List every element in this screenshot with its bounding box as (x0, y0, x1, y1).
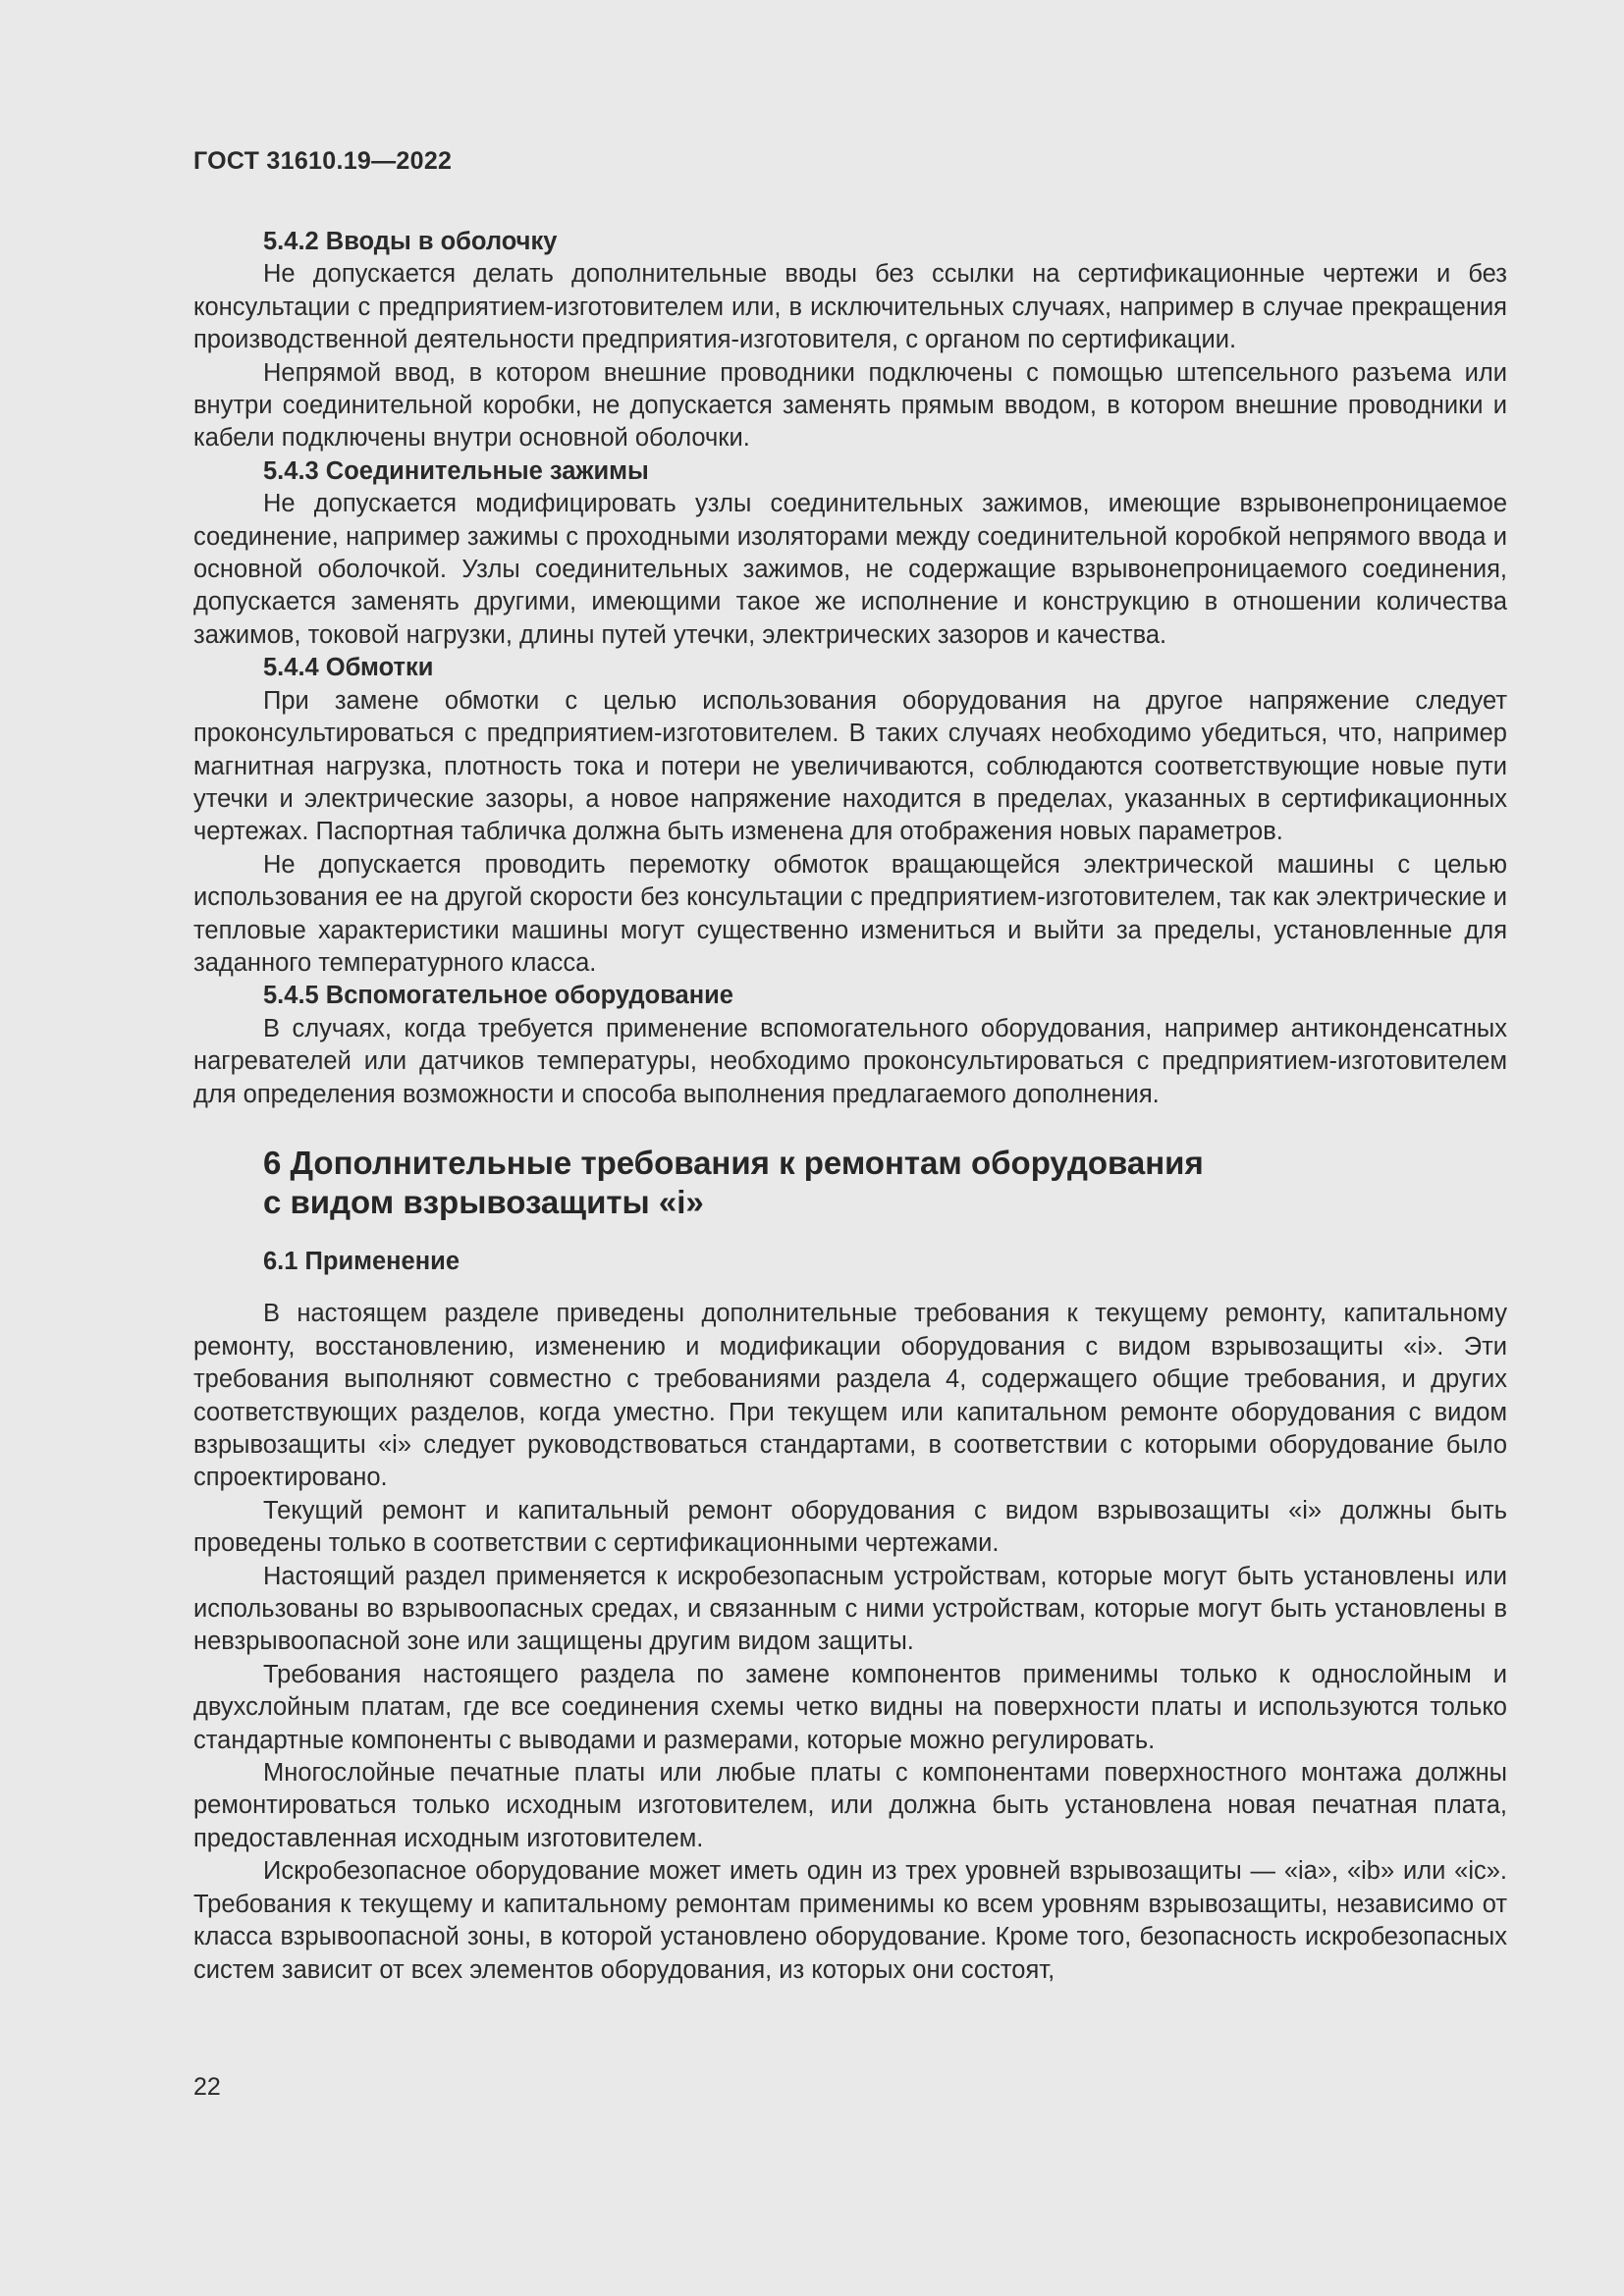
paragraph: Текущий ремонт и капитальный ремонт оборудования с видом взрывозащиты «i» должны быть проведены только в соответствии с сертификационными чертежами. (193, 1496, 1507, 1558)
section-heading-5-4-5: 5.4.5 Вспомогательное оборудование (263, 982, 733, 1010)
section-heading-5-4-4: 5.4.4 Обмотки (263, 654, 434, 682)
paragraph: Непрямой ввод, в котором внешние проводники подключены с помощью штепсельного разъема или внутри соединительной коробки, не допускается заменять прямым вводом, в котором внешние проводники и кабели подключены внутри основной оболочки. (193, 358, 1507, 453)
section-title-6 (193, 1144, 1507, 1222)
paragraph: При замене обмотки с целью использования оборудования на другое напряжение следует проконсультироваться с предприятием-изготовителем. В таких случаях необходимо убедиться, что, например магнитная нагрузка, плотность тока и потери не увеличиваются, соблюдаются соответствующие новые пути утечки и электрические зазоры, а новое напряжение находится в пределах, указанных в сертификационных чертежах. Паспортная табличка должна быть изменена для отображения новых параметров. (193, 686, 1507, 846)
paragraph: Не допускается проводить перемотку обмоток вращающейся электрической машины с целью использования ее на другой скорости без консультации с предприятием-изготовителем, так как электрические и тепловые характеристики машины могут существенно измениться и выйти за пределы, установленные для заданного температурного класса. (193, 850, 1507, 977)
section-heading-6-1: 6.1 Применение (263, 1247, 460, 1275)
section-heading-5-4-2: 5.4.2 Вводы в оболочку (263, 228, 558, 255)
document-body (193, 226, 1507, 1987)
page-number: 22 (193, 2073, 221, 2101)
section-title-line-2: с видом взрывозащиты «i» (263, 1183, 704, 1220)
paragraph: Искробезопасное оборудование может иметь один из трех уровней взрывозащиты — «ia», «ib» или «ic». Требования к текущему и капитальному ремонтам применимы ко всем уровням взрывозащиты, независимо от класса взрывоопасной зоны, в которой установлено оборудование. Кроме того, безопасность искробезопасных систем зависит от всех элементов оборудования, из которых они состоят, (193, 1857, 1507, 1984)
paragraph: Многослойные печатные платы или любые платы с компонентами поверхностного монтажа должны ремонтироваться только исходным изготовителем, или должна быть установлена новая печатная плата, предоставленная исходным изготовителем. (193, 1759, 1507, 1852)
paragraph: Не допускается делать дополнительные вводы без ссылки на сертификационные чертежи и без консультации с предприятием-изготовителем или, в исключительных случаях, например в случае прекращения производственной деятельности предприятия-изготовителя, с органом по сертификации. (193, 260, 1507, 354)
paragraph: Не допускается модифицировать узлы соединительных зажимов, имеющие взрывонепроницаемое соединение, например зажимы с проходными изоляторами между соединительной коробкой непрямого ввода и основной оболочкой. Узлы соединительных зажимов, не содержащие взрывонепроницаемого соединения, допускается заменять другими, имеющими такое же исполнение и конструкцию в отношении количества зажимов, токовой нагрузки, длины путей утечки, электрических зазоров и качества. (193, 490, 1507, 649)
section-heading-5-4-3: 5.4.3 Соединительные зажимы (263, 456, 649, 485)
document-header: ГОСТ 31610.19—2022 (193, 147, 453, 175)
paragraph: Требования настоящего раздела по замене компонентов применимы только к однослойным и двухслойным платам, где все соединения схемы четко видны на поверхности платы и используются только стандартные компоненты с выводами и размерами, которые можно регулировать. (193, 1660, 1507, 1754)
section-title-line-1: 6 Дополнительные требования к ремонтам оборудования (263, 1144, 1204, 1181)
paragraph: В настоящем разделе приведены дополнительные требования к текущему ремонту, капитальному ремонту, восстановлению, изменению и модификации оборудования с видом взрывозащиты «i». Эти требования выполняют совместно с требованиями раздела 4, содержащего общие требования, и других соответствующих разделов, когда уместно. При текущем или капитальном ремонте оборудования с видом взрывозащиты «i» следует руководствоваться стандартами, в соответствии с которыми оборудование было спроектировано. (193, 1300, 1507, 1492)
paragraph: В случаях, когда требуется применение вспомогательного оборудования, например антиконденсатных нагревателей или датчиков температуры, необходимо проконсультироваться с предприятием-изготовителем для определения возможности и способа выполнения предлагаемого дополнения. (193, 1014, 1507, 1108)
paragraph: Настоящий раздел применяется к искробезопасным устройствам, которые могут быть установлены или использованы во взрывоопасных средах, и связанным с ними устройствам, которые могут быть установлены в невзрывоопасной зоне или защищены другим видом защиты. (193, 1562, 1507, 1656)
